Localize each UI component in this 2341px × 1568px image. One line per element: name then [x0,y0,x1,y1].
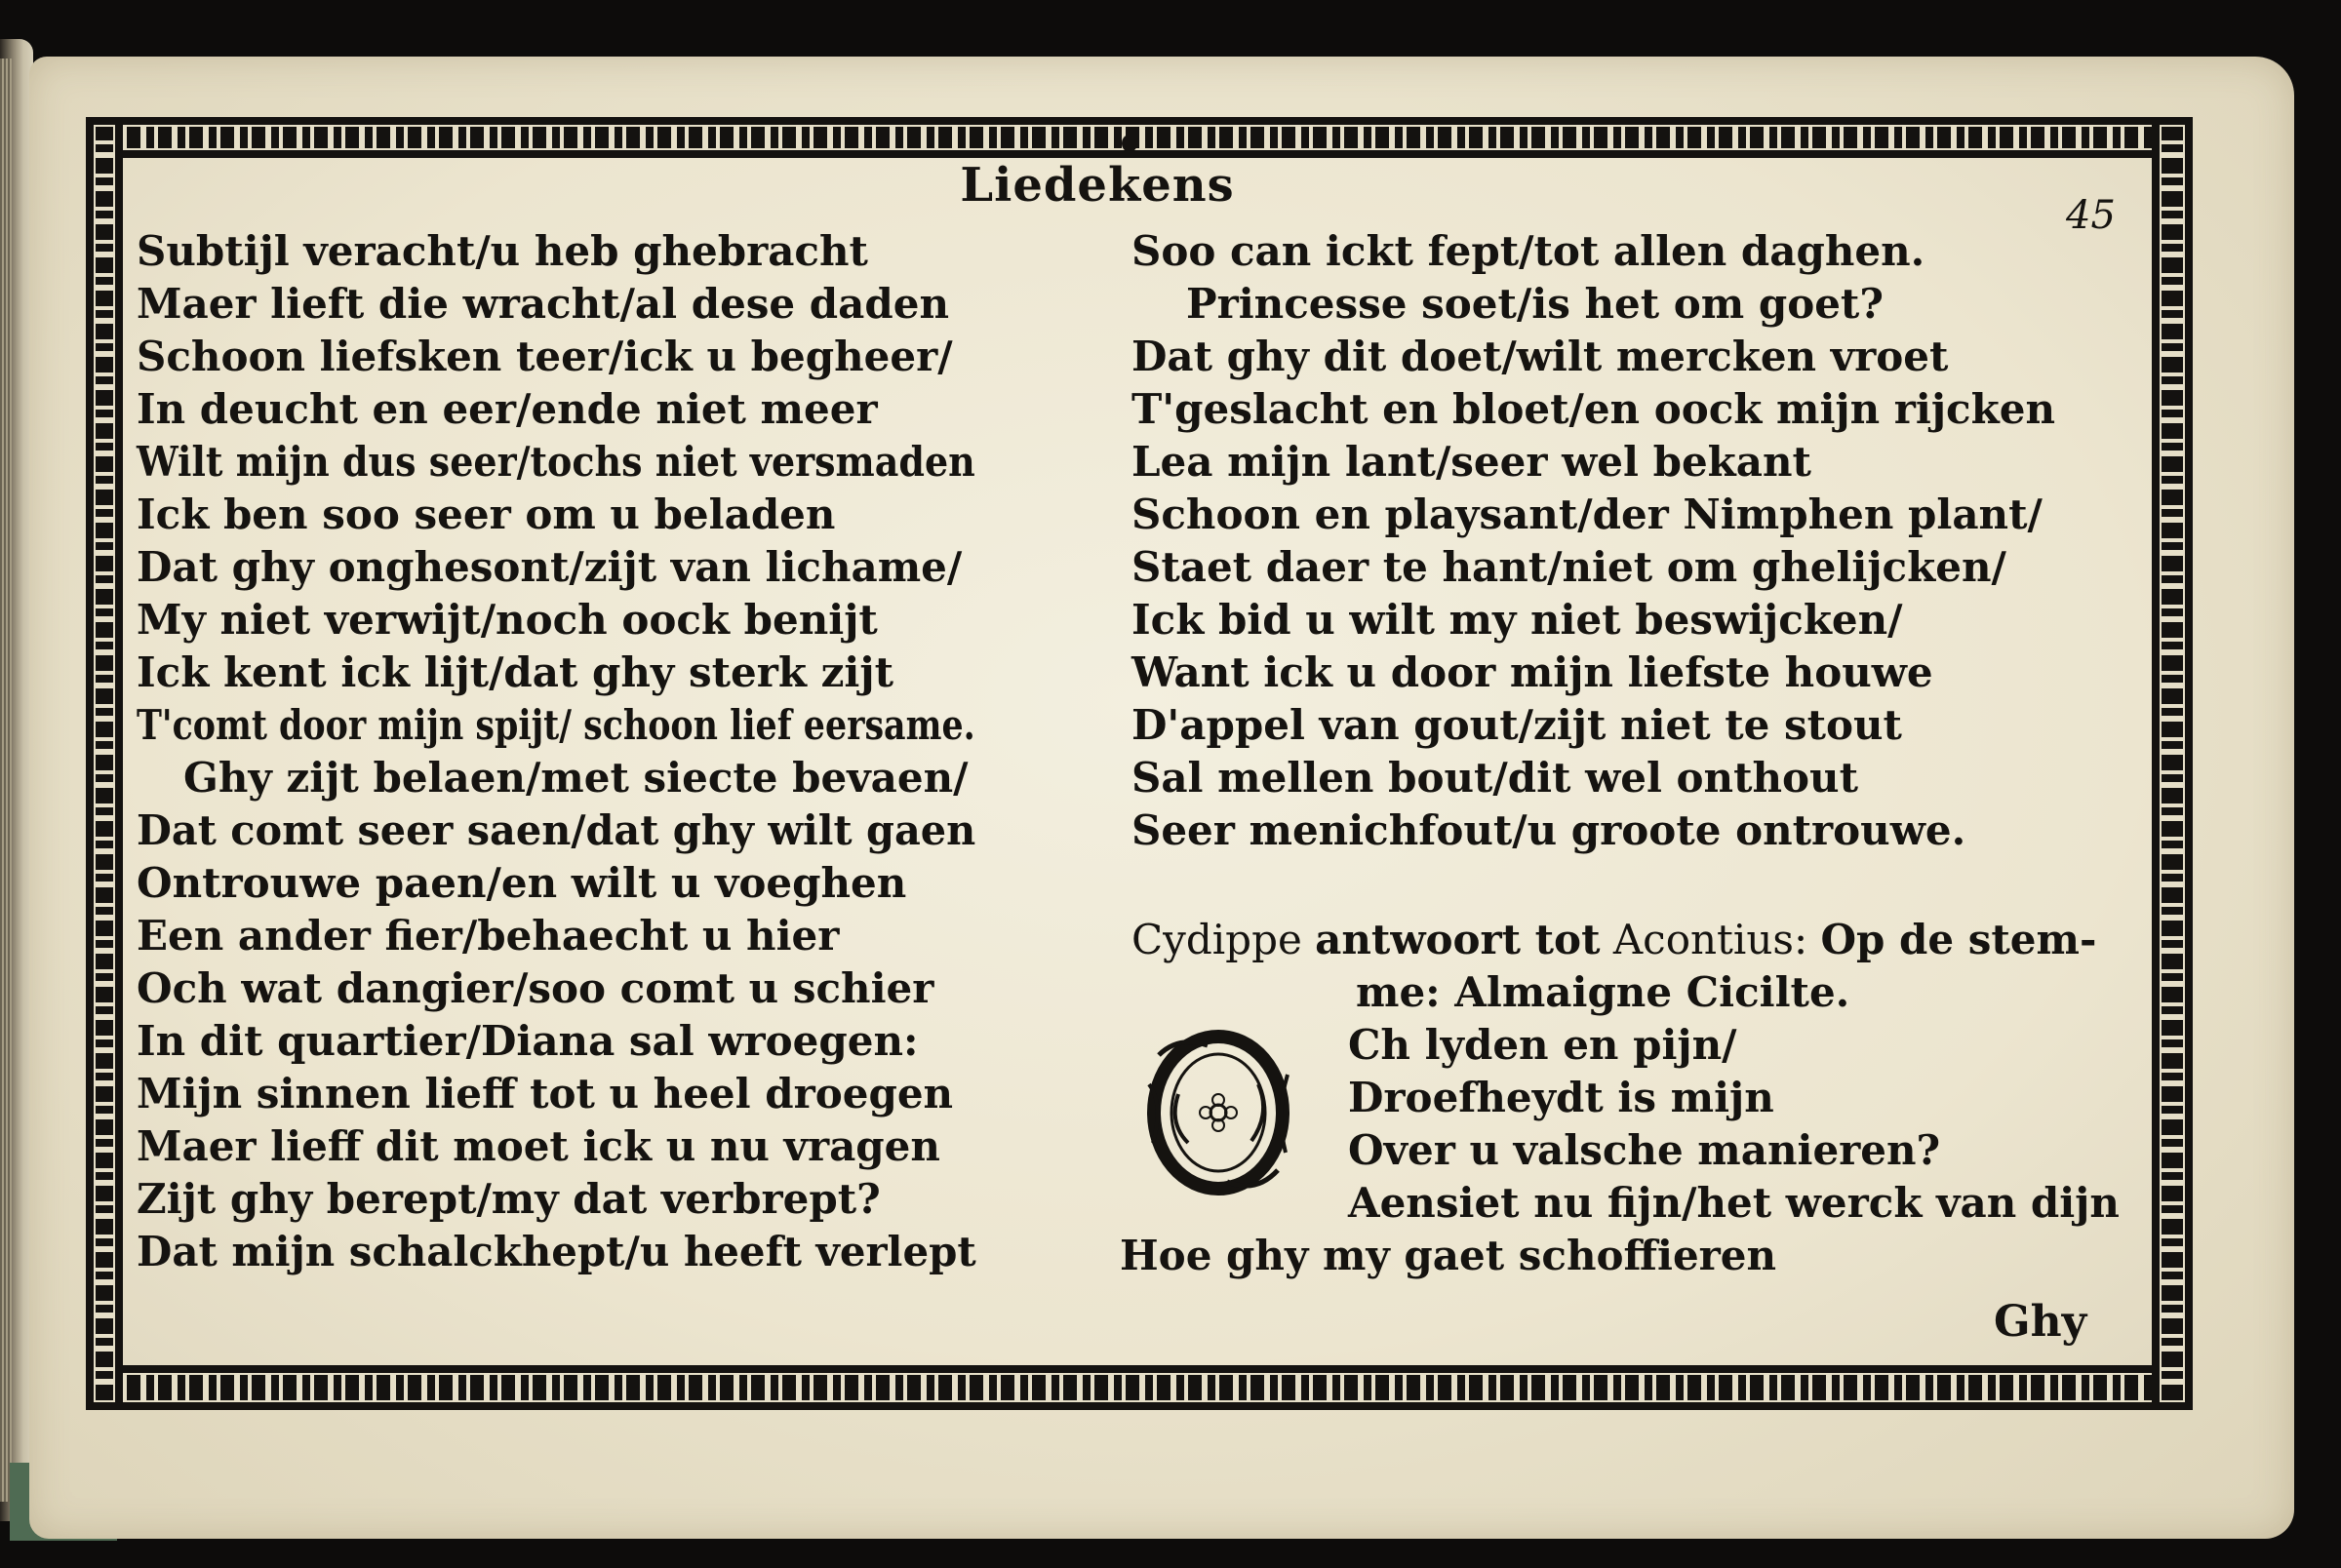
song-title-text: Op de stem- [1820,916,2097,963]
verse-line: Wilt mijn dus seer/tochs niet versmaden [137,438,975,486]
verse-line: Ontrouwe paen/en wilt u voeghen [137,859,907,907]
verse-line: Princesse soet/is het om goet? [1186,280,1884,328]
verse-line: Want ick u door mijn liefste houwe [1131,648,1933,696]
verse-line: Ick kent ick lijt/dat ghy sterk zijt [137,648,893,696]
verse-line: Schoon en playsant/der Nimphen plant/ [1131,490,2043,538]
ink-dot [1122,135,1137,152]
song-title-name: Acontius: [1612,916,1808,963]
verse-line: Ick bid u wilt my niet beswijcken/ [1131,596,1903,644]
frame-border-left [86,117,123,1410]
verse-line: Soo can ickt fept/tot allen daghen. [1131,227,1925,275]
verse-line: Over u valsche manieren? [1348,1126,1941,1174]
song-title-text: antwoort tot [1315,916,1601,963]
verse-line: Staet daer te hant/niet om ghelijcken/ [1131,543,2006,591]
song-title-name: Cydippe [1131,916,1302,963]
verse-line: Een ander fier/behaecht u hier [137,912,840,960]
verse-line: In dit quartier/Diana sal wroegen: [137,1017,919,1065]
verse-line: Droefheydt is mijn [1348,1074,1774,1121]
verse-line: In deucht en eer/ende niet meer [137,385,878,433]
verse-line: Maer lieff dit moet ick u nu vragen [137,1122,940,1170]
song-title [1131,915,2096,965]
verse-line: Dat mijn schalckhept/u heeft verlept [137,1228,976,1275]
page-number: 45 [2066,193,2116,238]
verse-line: My niet verwijt/noch oock benijt [137,596,878,644]
song-title-tune: me: Almaigne Cicilte. [1356,968,1850,1016]
verse-line: Mijn sinnen lieff tot u heel droegen [137,1070,954,1117]
verse-line: T'comt door mijn spijt/ schoon lief eersame. [137,701,975,749]
verse-line: Ch lyden en pijn/ [1348,1021,1737,1069]
verse-line: Dat ghy onghesont/zijt van lichame/ [137,543,963,591]
verse-line: Lea mijn lant/seer wel bekant [1131,438,1811,486]
verse-line: T'geslacht en bloet/en oock mijn rijcken [1131,385,2055,433]
catchword: Ghy [1994,1297,2087,1347]
verse-line: D'appel van gout/zijt niet te stout [1131,701,1902,749]
verse-line: Sal mellen bout/dit wel onthout [1131,754,1858,802]
verse-line: Seer menichfout/u groote ontrouwe. [1131,806,1966,854]
verse-line: Aensiet nu fijn/het werck van dijn [1348,1179,2120,1227]
page-stack-edge [0,59,12,1502]
verse-line: Maer lieft die wracht/al dese daden [137,280,949,328]
verse-line: Subtijl veracht/u heb ghebracht [137,227,868,275]
running-heading: Liedekens [960,158,1235,213]
verse-line: Och wat dangier/soo comt u schier [137,964,934,1012]
frame-border-right [2152,117,2193,1410]
frame-border-bottom [86,1365,2193,1410]
frame-border-top [86,117,2193,158]
verse-line: Schoon liefsken teer/ick u begheer/ [137,333,953,380]
verse-line: Dat ghy dit doet/wilt mercken vroet [1131,333,1949,380]
verse-line: Zijt ghy berept/my dat verbrept? [137,1175,881,1223]
decorated-initial-icon [1139,1026,1297,1199]
verse-line: Dat comt seer saen/dat ghy wilt gaen [137,806,976,854]
verse-line: Ick ben soo seer om u beladen [137,490,836,538]
verse-line: Ghy zijt belaen/met siecte bevaen/ [183,754,969,802]
verse-line: Hoe ghy my gaet schoffieren [1120,1232,1777,1279]
